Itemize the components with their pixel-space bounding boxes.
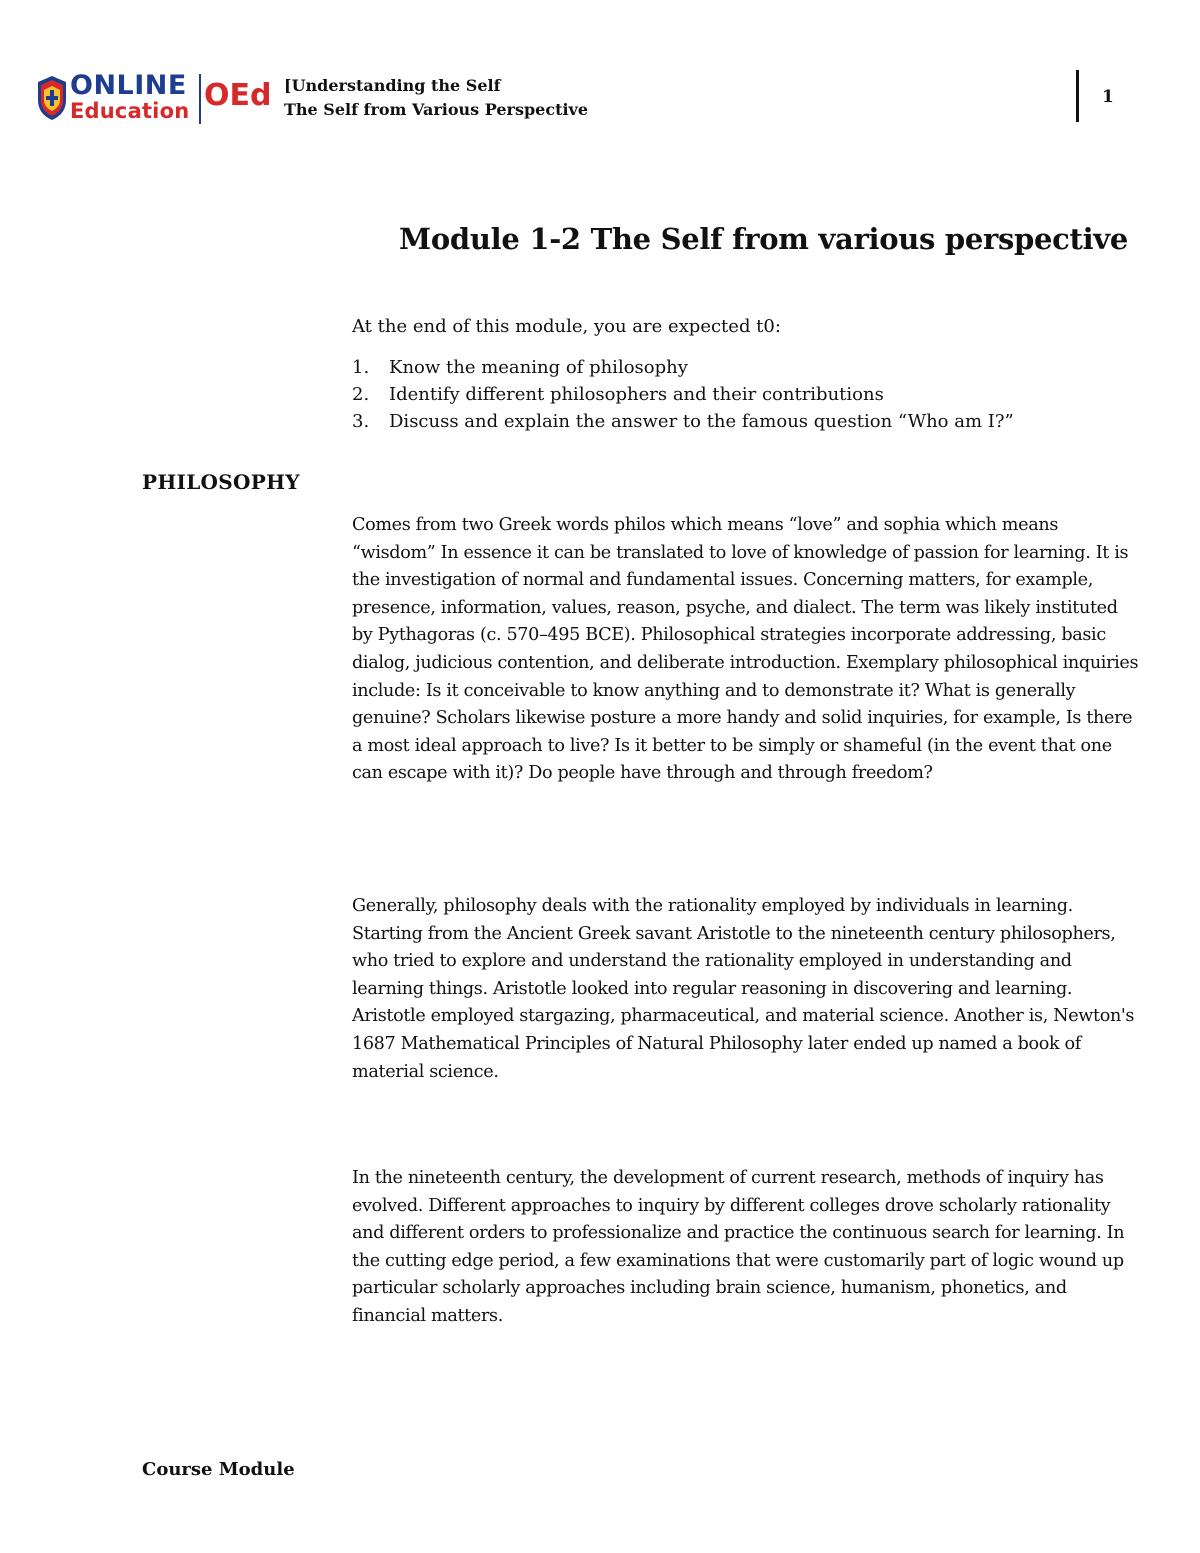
objective-number: 2. xyxy=(352,384,370,405)
objectives-intro: At the end of this module, you are expected t0: xyxy=(352,316,781,337)
logo-oed-text: OEd xyxy=(204,78,272,113)
header-course-title: [Understanding the Self xyxy=(284,76,501,95)
running-header xyxy=(284,74,588,122)
logo-education-text: Education xyxy=(70,99,190,123)
shield-icon xyxy=(36,74,68,122)
page-number: 1 xyxy=(1102,87,1114,107)
objectives-list xyxy=(352,354,1014,435)
body-paragraph: In the nineteenth century, the development of current research, methods of inquiry has evolved. Different approaches to inquiry by different colleges drove scholarly rationality and different orders to professionalize and practice the continuous search for learning. In the cutting edge period, a few examinations that were customarily part of logic wound up particular scholarly approaches including brain science, humanism, phonetics, and financial matters. xyxy=(352,1168,1125,1326)
footer-label: Course Module xyxy=(142,1459,295,1480)
section-heading: PHILOSOPHY xyxy=(142,470,300,494)
objective-item xyxy=(352,381,1014,408)
objective-text: Identify different philosophers and their contributions xyxy=(389,384,884,405)
objective-text: Discuss and explain the answer to the famous question “Who am I?” xyxy=(389,411,1014,432)
body-paragraph: Generally, philosophy deals with the rationality employed by individuals in learning. Starting from the Ancient Greek savant Aristotle to the nineteenth century philosophers, who tried to explore and understand the rationality employed in understanding and learning things. Aristotle looked into regular reasoning in discovering and learning. Aristotle employed stargazing, pharmaceutical, and material science. Another is, Newton's 1687 Mathematical Principles of Natural Philosophy later ended up named a book of material science. xyxy=(352,896,1135,1082)
objective-number: 1. xyxy=(352,357,370,378)
objective-item xyxy=(352,408,1014,435)
logo-divider xyxy=(199,74,201,124)
objective-text: Know the meaning of philosophy xyxy=(389,357,688,378)
header-divider xyxy=(1076,70,1079,122)
header-topic-title: The Self from Various Perspective xyxy=(284,100,589,119)
body-paragraph: Comes from two Greek words philos which means “love” and sophia which means “wisdom” In essence it can be translated to love of knowledge of passion for learning. It is the investigation of normal and fundamental issues. Concerning matters, for example, presence, information, values, reason, psyche, and dialect. The term was likely instituted by Pythagoras (c. 570–495 BCE). Philosophical strategies incorporate addressing, basic dialog, judicious contention, and deliberate introduction. Exemplary philosophical inquiries include: Is it conceivable to know anything and to demonstrate it? What is generally genuine? Scholars likewise posture a more handy and solid inquiries, for example, Is there a most ideal approach to live? Is it better to be simply or shameful (in the event that one can escape with it)? Do people have through and through freedom? xyxy=(352,515,1139,784)
logo-online-text: ONLINE xyxy=(70,70,187,101)
online-education-logo xyxy=(36,70,276,126)
objective-number: 3. xyxy=(352,411,370,432)
objective-item xyxy=(352,354,1014,381)
module-title: Module 1-2 The Self from various perspective xyxy=(399,222,1128,256)
